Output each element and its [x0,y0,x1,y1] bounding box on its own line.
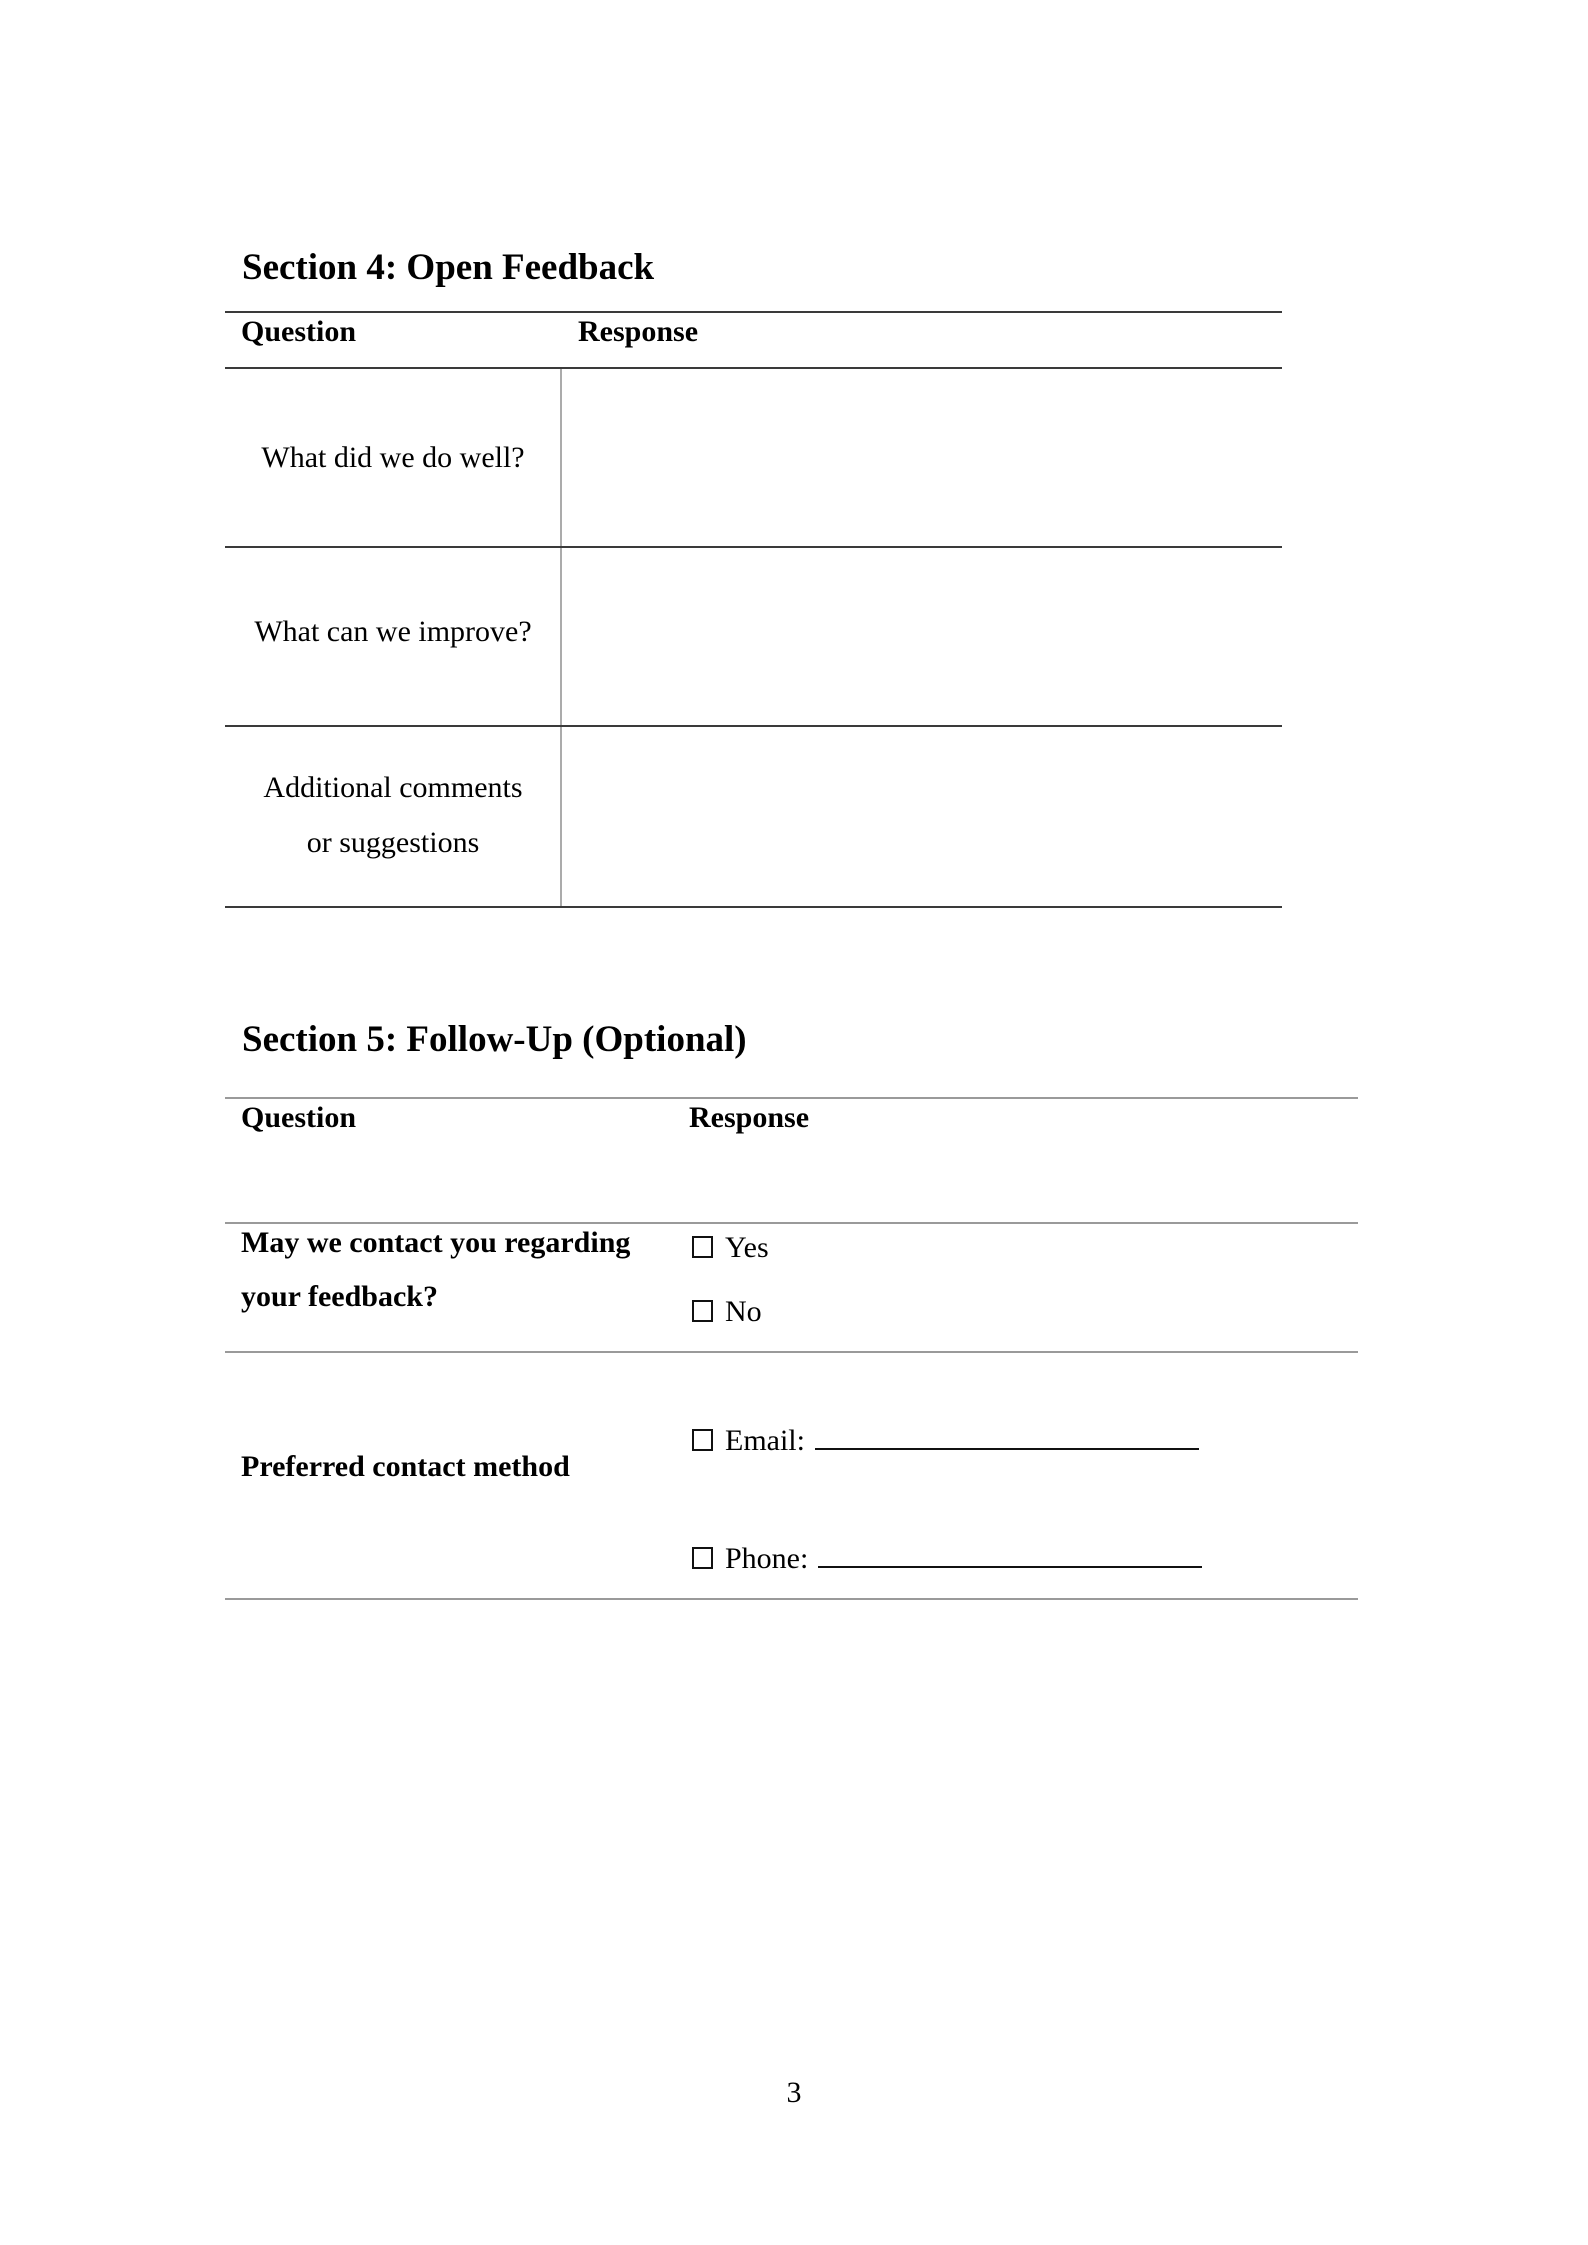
option-label: No [725,1295,762,1328]
response-field-did-well[interactable] [563,369,1282,547]
checkbox-empty-icon[interactable] [692,1236,713,1258]
option-label: Yes [725,1231,769,1264]
table-top-rule [225,311,1282,313]
question-text: What did we do well? [261,441,525,474]
question-what-can-we-improve [225,604,561,659]
table-bottom-rule [225,906,1282,908]
response-field-improve[interactable] [563,548,1282,726]
section-5-title: Section 5: Follow-Up (Optional) [242,1019,747,1060]
option-label: Phone: [725,1542,809,1575]
column-header-question: Question [241,1101,357,1134]
email-blank-line[interactable] [815,1446,1199,1450]
checkbox-empty-icon[interactable] [692,1429,713,1451]
row-rule [225,1351,1358,1353]
option-phone[interactable] [692,1544,1202,1574]
table-bottom-rule [225,1598,1358,1600]
response-field-additional-comments[interactable] [563,727,1282,906]
section-4-title: Section 4: Open Feedback [242,247,655,288]
question-text-line-1: Additional comments [263,771,523,804]
option-email[interactable] [692,1426,1199,1456]
question-text: What can we improve? [254,615,532,648]
column-header-response: Response [689,1101,810,1134]
column-header-question: Question [241,315,357,348]
question-contact-consent-line-1: May we contact you regarding [241,1226,631,1259]
option-no[interactable] [692,1297,762,1327]
question-what-did-we-do-well [225,430,561,485]
column-header-response: Response [578,315,699,348]
checkbox-empty-icon[interactable] [692,1300,713,1322]
question-text-line-2: or suggestions [306,826,480,859]
checkbox-empty-icon[interactable] [692,1547,713,1569]
phone-blank-line[interactable] [818,1564,1202,1568]
question-preferred-contact-method: Preferred contact method [241,1450,570,1483]
header-rule [225,1222,1358,1224]
table-top-rule [225,1097,1358,1099]
option-label: Email: [725,1424,805,1457]
question-additional-comments [225,760,561,870]
page-number: 3 [786,2076,802,2109]
question-contact-consent-line-2: your feedback? [241,1280,438,1313]
option-yes[interactable] [692,1233,769,1263]
